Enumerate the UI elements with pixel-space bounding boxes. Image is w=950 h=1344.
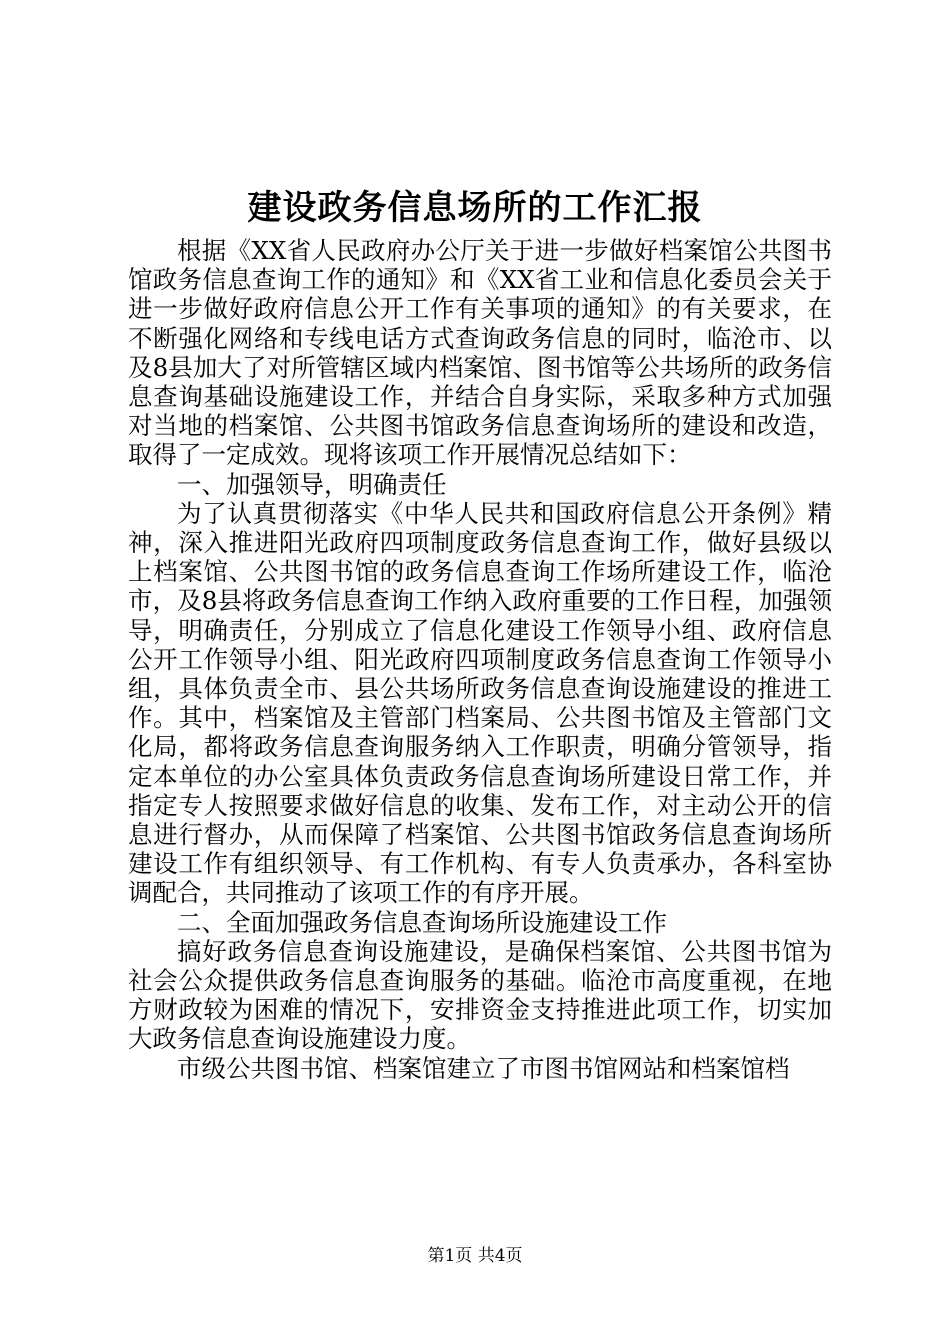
section-1-paragraph: 为了认真贯彻落实《中华人民共和国政府信息公开条例》精神，深入推进阳光政府四项制度政务信息查询工作，做好县级以上档案馆、公共图书馆的政务信息查询工作场所建设工作，临沧市，及8县将政务信息查询工作纳入政府重要的工作日程，加强领导，明确责任，分别成立了信息化建设工作领导小组、政府信息公开工作领导小组、阳光政府四项制度政务信息查询工作领导小组，具体负责全市、县公共场所政务信息查询设施建设的推进工作。其中，档案馆及主管部门档案局、公共图书馆及主管部门文化局，都将政务信息查询服务纳入工作职责，明确分管领导，指定本单位的办公室具体负责政务信息查询场所建设日常工作，并指定专人按照要求做好信息的收集、发布工作，对主动公开的信息进行督办，从而保障了档案馆、公共图书馆政务信息查询场所建设工作有组织领导、有工作机构、有专人负责承办，各科室协调配合，共同推动了该项工作的有序开展。 bbox=[128, 498, 832, 908]
intro-paragraph: 根据《XX省人民政府办公厅关于进一步做好档案馆公共图书馆政务信息查询工作的通知》和《XX省工业和信息化委员会关于进一步做好政府信息公开工作有关事项的通知》的有关要求，在不断强化网络和专线电话方式查询政务信息的同时，临沧市、以及8县加大了对所管辖区域内档案馆、图书馆等公共场所的政务信息查询基础设施建设工作，并结合自身实际，采取多种方式加强对当地的档案馆、公共图书馆政务信息查询场所的建设和改造，取得了一定成效。现将该项工作开展情况总结如下： bbox=[128, 236, 832, 470]
section-2-paragraph-2: 市级公共图书馆、档案馆建立了市图书馆网站和档案馆档 bbox=[177, 1053, 790, 1083]
section-2-paragraph-1: 搞好政务信息查询设施建设，是确保档案馆、公共图书馆为社会公众提供政务信息查询服务的基础。临沧市高度重视，在地方财政较为困难的情况下，安排资金支持推进此项工作，切实加大政务信息查询设施建设力度。 bbox=[128, 936, 832, 1054]
section-heading-1: 一、加强领导，明确责任 bbox=[177, 469, 447, 499]
section-heading-2: 二、全面加强政务信息查询场所设施建设工作 bbox=[177, 907, 667, 937]
document-title: 建设政务信息场所的工作汇报 bbox=[247, 188, 703, 228]
document-body bbox=[128, 236, 832, 1083]
page-footer: 第1页 共4页 bbox=[427, 1246, 523, 1266]
